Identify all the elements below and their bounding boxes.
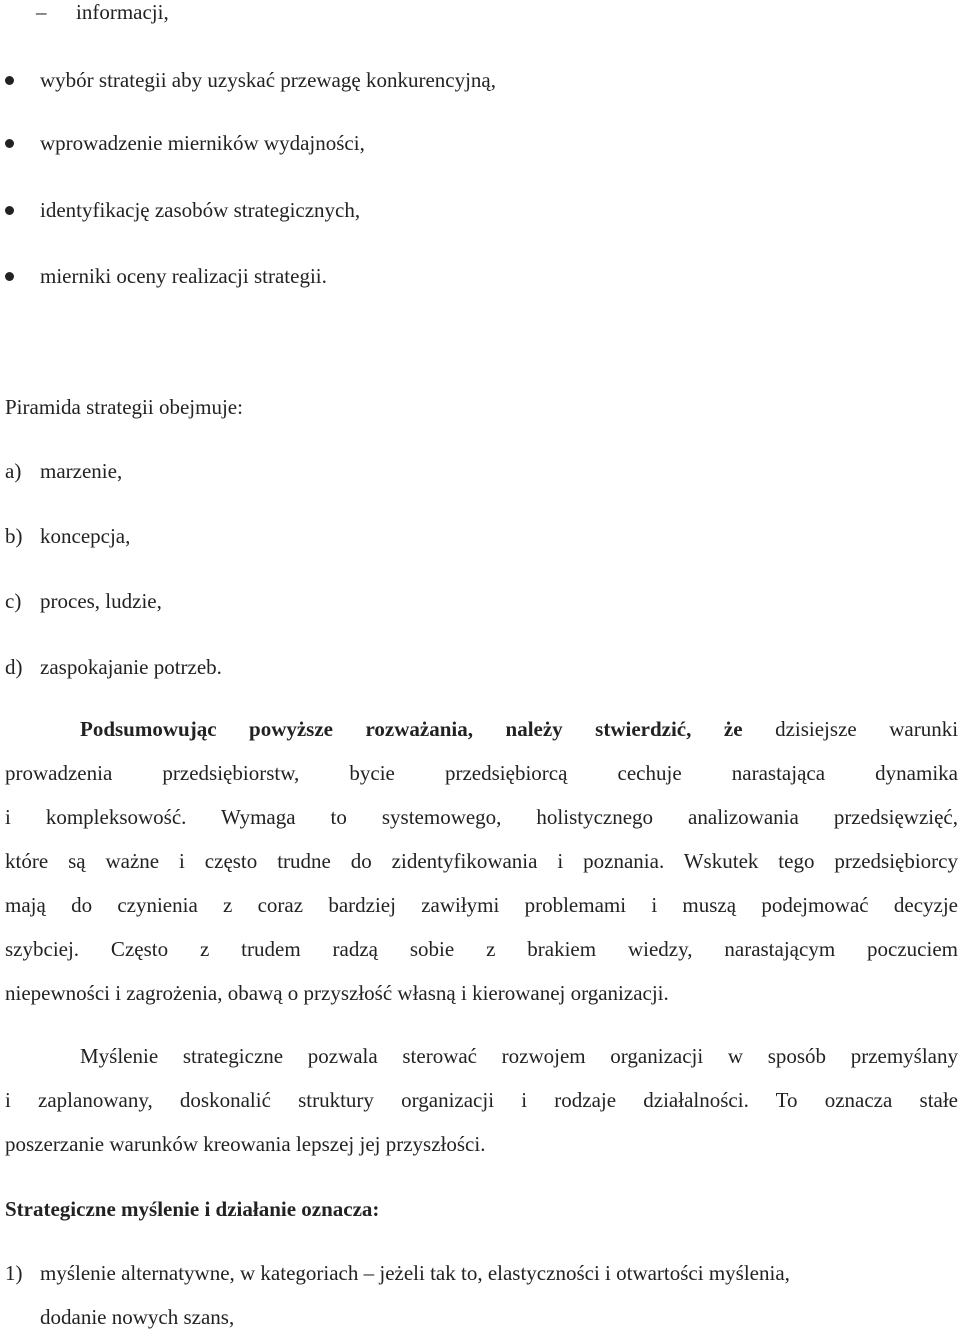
paragraph-line: [80, 717, 958, 741]
bold-phrase: że: [723, 717, 743, 741]
list-item-text: zaspokajanie potrzeb.: [40, 655, 222, 679]
list-item-text: koncepcja,: [40, 524, 131, 548]
list-marker: 1): [5, 1261, 23, 1285]
list-marker: d): [5, 655, 23, 679]
list-marker: a): [5, 459, 22, 483]
bullet-icon: [5, 206, 14, 215]
paragraph-text: dzisiejsze warunki: [775, 717, 958, 741]
section-heading: Strategiczne myślenie i działanie oznacza:: [5, 1197, 380, 1221]
bullet-text: wprowadzenie mierników wydajności,: [40, 131, 365, 155]
paragraph-line: niepewności i zagrożenia, obawą o przyszłość własną i kierowanej organizacji.: [5, 981, 669, 1005]
list-marker: b): [5, 524, 23, 548]
paragraph-line: szybciej. Często z trudem radzą sobie z brakiem wiedzy, narastającym poczuciem: [5, 937, 958, 961]
list-item-text: marzenie,: [40, 459, 123, 483]
paragraph-line: poszerzanie warunków kreowania lepszej jej przyszłości.: [5, 1132, 486, 1156]
paragraph-line: Myślenie strategiczne pozwala sterować rozwojem organizacji w sposób przemyślany: [80, 1044, 958, 1068]
paragraph-line: i kompleksowość. Wymaga to systemowego, holistycznego analizowania przedsięwzięć,: [5, 805, 958, 829]
bullet-text: wybór strategii aby uzyskać przewagę konkurencyjną,: [40, 68, 496, 92]
list-item-text: informacji,: [76, 0, 169, 24]
list-item-text: myślenie alternatywne, w kategoriach – jeżeli tak to, elastyczności i otwartości myślenia,: [40, 1261, 790, 1285]
bullet-text: mierniki oceny realizacji strategii.: [40, 264, 327, 288]
paragraph-line: i zaplanowany, doskonalić struktury organizacji i rodzaje działalności. To oznacza stałe: [5, 1088, 958, 1112]
paragraph-line: prowadzenia przedsiębiorstw, bycie przedsiębiorcą cechuje narastająca dynamika: [5, 761, 958, 785]
section-heading: Piramida strategii obejmuje:: [5, 395, 243, 419]
bullet-icon: [5, 76, 14, 85]
list-item-text: dodanie nowych szans,: [40, 1305, 235, 1329]
bold-phrase: Podsumowując powyższe rozważania, należy stwierdzić,: [80, 717, 692, 741]
list-marker: c): [5, 589, 22, 613]
bullet-icon: [5, 272, 14, 281]
bullet-text: identyfikację zasobów strategicznych,: [40, 198, 361, 222]
list-item-text: proces, ludzie,: [40, 589, 162, 613]
paragraph-line: które są ważne i często trudne do zidentyfikowania i poznania. Wskutek tego przedsiębiorcy: [5, 849, 958, 873]
bullet-icon: [5, 139, 14, 148]
dash-marker: –: [36, 0, 47, 24]
paragraph-line: mają do czynienia z coraz bardziej zawiłymi problemami i muszą podejmować decyzje: [5, 893, 958, 917]
